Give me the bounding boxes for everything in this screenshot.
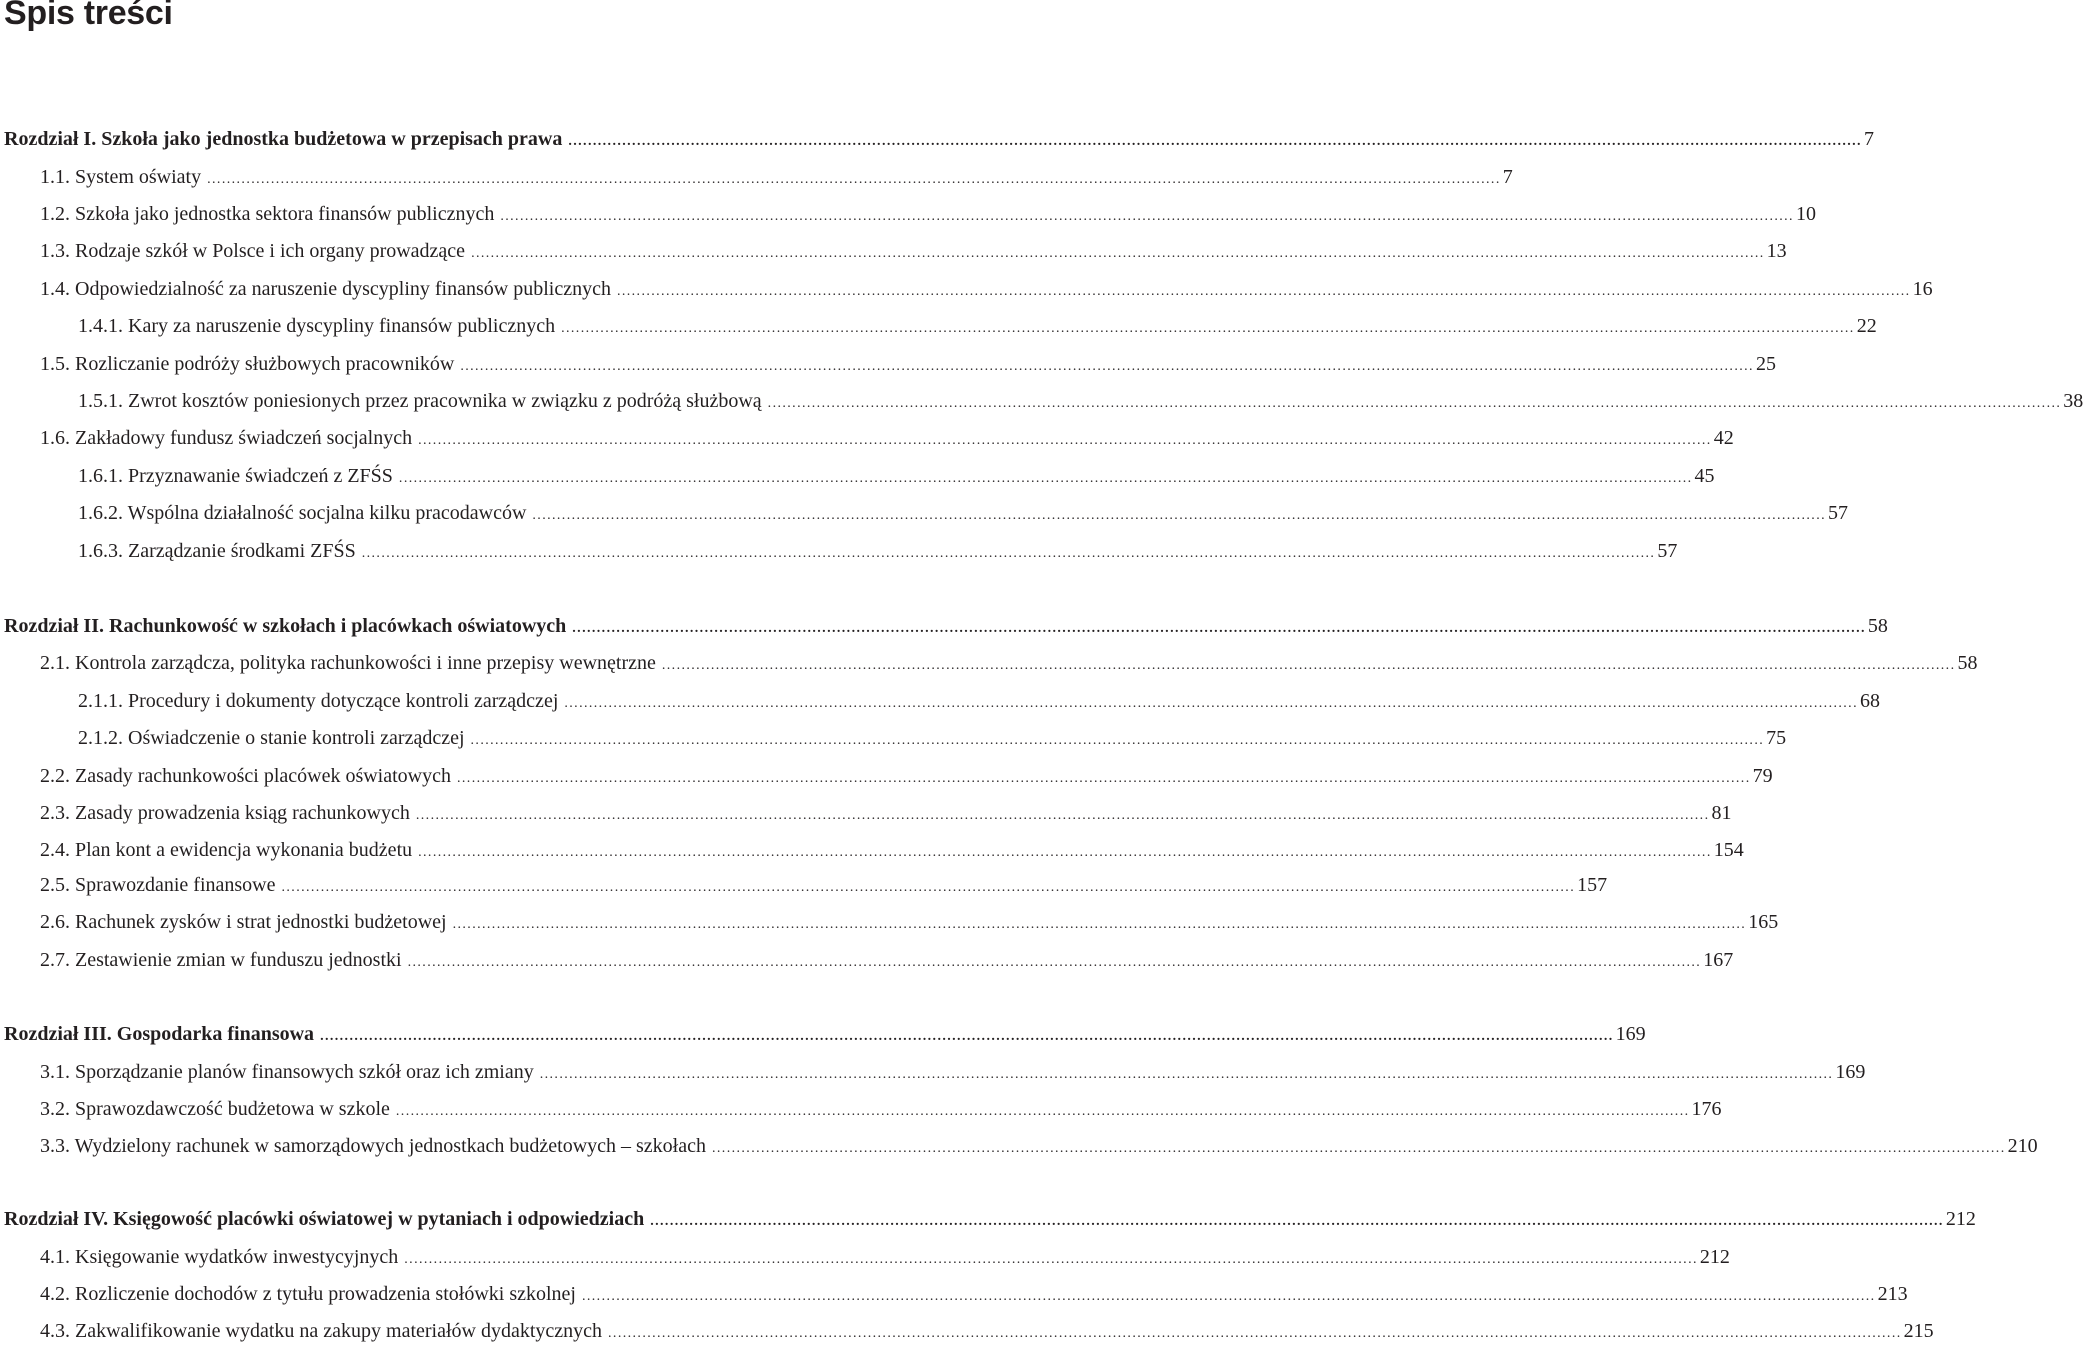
toc-entry-title: 2.1.1. Procedury i dokumenty dotyczące kontroli zarządczej	[78, 690, 559, 712]
toc-entry-title: Rozdział II. Rachunkowość w szkołach i placówkach oświatowych	[4, 615, 567, 637]
toc-entry[interactable]	[0, 278, 1933, 308]
toc-entry-title: 4.1. Księgowanie wydatków inwestycyjnych	[40, 1246, 399, 1268]
toc-entry-title: 1.2. Szkoła jako jednostka sektora finansów publicznych	[40, 203, 495, 225]
dot-leader	[662, 658, 1956, 674]
toc-entry[interactable]	[0, 390, 2083, 420]
toc-entry[interactable]	[0, 839, 1744, 869]
toc-entry[interactable]	[0, 1098, 1722, 1128]
toc-page-number: 210	[2007, 1135, 2038, 1157]
dot-leader	[362, 546, 1656, 562]
toc-page-number: 7	[1863, 128, 1874, 150]
toc-entry[interactable]	[0, 911, 1779, 941]
toc-page-number: 167	[1703, 949, 1734, 971]
toc-entry[interactable]	[0, 465, 1715, 495]
toc-page-number: 213	[1877, 1283, 1908, 1305]
toc-page-number: 16	[1912, 278, 1933, 300]
dot-leader	[418, 845, 1712, 861]
toc-entry[interactable]	[0, 240, 1787, 270]
toc-entry[interactable]	[0, 727, 1787, 757]
toc-entry-title: 3.2. Sprawozdawczość budżetowa w szkole	[40, 1098, 390, 1120]
toc-page-number: 154	[1713, 839, 1744, 861]
dot-leader	[404, 1252, 1698, 1268]
toc-entry[interactable]	[0, 203, 1816, 233]
toc-entry[interactable]	[0, 502, 1848, 532]
toc-entry[interactable]	[0, 1283, 1908, 1313]
dot-leader	[617, 284, 1911, 300]
page-title: Spis treści	[4, 0, 173, 32]
toc-page-number: 165	[1748, 911, 1779, 933]
toc-entry-title: 1.6.2. Wspólna działalność socjalna kilku pracodawców	[78, 502, 527, 524]
toc-entry[interactable]	[0, 315, 1877, 345]
toc-chapter-entry[interactable]	[0, 1023, 1646, 1053]
toc-page-number: 25	[1755, 353, 1776, 375]
dot-leader	[416, 808, 1710, 824]
dot-leader	[460, 359, 1754, 375]
toc-page-number: 169	[1615, 1023, 1646, 1045]
toc-entry-title: Rozdział I. Szkoła jako jednostka budżetowa w przepisach prawa	[4, 128, 563, 150]
toc-page-number: 212	[1945, 1208, 1976, 1230]
dot-leader	[207, 172, 1501, 188]
toc-entry-title: 1.5. Rozliczanie podróży służbowych pracowników	[40, 353, 455, 375]
toc-entry-title: 2.2. Zasady rachunkowości placówek oświatowych	[40, 765, 451, 787]
toc-entry-title: 1.4. Odpowiedzialność za naruszenie dyscypliny finansów publicznych	[40, 278, 611, 300]
dot-leader	[568, 134, 1862, 150]
toc-entry[interactable]	[0, 166, 1513, 196]
toc-entry-title: 1.4.1. Kary za naruszenie dyscypliny finansów publicznych	[78, 315, 556, 337]
toc-entry[interactable]	[0, 353, 1776, 383]
dot-leader	[471, 733, 1765, 749]
toc-chapter-entry[interactable]	[0, 1208, 1976, 1238]
toc-page-number: 176	[1691, 1098, 1722, 1120]
dot-leader	[418, 433, 1712, 449]
toc-chapter-entry[interactable]	[0, 615, 1888, 645]
toc-page-number: 57	[1657, 540, 1678, 562]
dot-leader	[408, 955, 1702, 971]
toc-page-number: 215	[1903, 1320, 1934, 1342]
dot-leader	[457, 771, 1751, 787]
dot-leader	[608, 1326, 1902, 1342]
dot-leader	[572, 621, 1866, 637]
toc-entry[interactable]	[0, 1246, 1730, 1276]
dot-leader	[453, 917, 1747, 933]
toc-entry-title: 1.6.1. Przyznawanie świadczeń z ZFŚS	[78, 465, 393, 487]
dot-leader	[399, 471, 1693, 487]
toc-page-number: 10	[1795, 203, 1816, 225]
toc-entry[interactable]	[0, 652, 1978, 682]
dot-leader	[564, 696, 1858, 712]
toc-entry-title: Rozdział IV. Księgowość placówki oświatowej w pytaniach i odpowiedziach	[4, 1208, 645, 1230]
toc-entry[interactable]	[0, 1135, 2038, 1165]
toc-entry-title: 2.4. Plan kont a ewidencja wykonania budżetu	[40, 839, 413, 861]
toc-page-number: 45	[1694, 465, 1715, 487]
dot-leader	[712, 1141, 2006, 1157]
toc-entry[interactable]	[0, 1061, 1866, 1091]
dot-leader	[471, 246, 1765, 262]
dot-leader	[561, 321, 1855, 337]
toc-entry-title: 4.3. Zakwalifikowanie wydatku na zakupy materiałów dydaktycznych	[40, 1320, 603, 1342]
toc-page-number: 7	[1502, 166, 1513, 188]
toc-entry[interactable]	[0, 802, 1732, 832]
toc-page-number: 22	[1856, 315, 1877, 337]
toc-entry-title: 1.6. Zakładowy fundusz świadczeń socjalnych	[40, 427, 413, 449]
toc-page-number: 81	[1711, 802, 1732, 824]
dot-leader	[650, 1214, 1944, 1230]
toc-entry-title: 1.3. Rodzaje szkół w Polsce i ich organy prowadzące	[40, 240, 466, 262]
dot-leader	[320, 1029, 1614, 1045]
toc-page-number: 68	[1859, 690, 1880, 712]
toc-entry[interactable]	[0, 949, 1734, 979]
toc-page-number: 169	[1835, 1061, 1866, 1083]
toc-entry-title: 1.1. System oświaty	[40, 166, 202, 188]
toc-entry[interactable]	[0, 874, 1608, 904]
toc-entry-title: 2.1.2. Oświadczenie o stanie kontroli zarządczej	[78, 727, 465, 749]
toc-page-number: 57	[1828, 502, 1848, 524]
toc-page-number: 38	[2063, 390, 2083, 412]
toc-page-number: 58	[1867, 615, 1888, 637]
dot-leader	[500, 209, 1794, 225]
toc-page-number: 75	[1766, 727, 1787, 749]
toc-entry-title: 1.6.3. Zarządzanie środkami ZFŚS	[78, 540, 356, 562]
toc-entry-title: 4.2. Rozliczenie dochodów z tytułu prowadzenia stołówki szkolnej	[40, 1283, 576, 1305]
toc-page-number: 42	[1713, 427, 1734, 449]
toc-entry-title: 2.3. Zasady prowadzenia ksiąg rachunkowych	[40, 802, 410, 824]
dot-leader	[282, 880, 1576, 896]
dot-leader	[540, 1067, 1834, 1083]
toc-page-number: 79	[1752, 765, 1773, 787]
toc-entry[interactable]	[0, 540, 1678, 570]
toc-chapter-entry[interactable]	[0, 128, 1874, 158]
dot-leader	[582, 1289, 1876, 1305]
toc-page-number: 58	[1957, 652, 1978, 674]
toc-entry-title: 2.7. Zestawienie zmian w funduszu jednostki	[40, 949, 402, 971]
toc-entry[interactable]	[0, 427, 1734, 457]
toc-entry-title: 1.5.1. Zwrot kosztów poniesionych przez pracownika w związku z podróżą służbową	[78, 390, 762, 412]
toc-entry[interactable]	[0, 690, 1880, 720]
toc-page-number: 157	[1577, 874, 1608, 896]
dot-leader	[532, 508, 1826, 524]
toc-entry-title: 2.5. Sprawozdanie finansowe	[40, 874, 276, 896]
toc-entry-title: 2.1. Kontrola zarządcza, polityka rachunkowości i inne przepisy wewnętrzne	[40, 652, 656, 674]
toc-entry-title: 2.6. Rachunek zysków i strat jednostki budżetowej	[40, 911, 447, 933]
dot-leader	[396, 1104, 1690, 1120]
toc-entry-title: 3.1. Sporządzanie planów finansowych szkół oraz ich zmiany	[40, 1061, 534, 1083]
toc-entry[interactable]	[0, 765, 1773, 795]
toc-page-number: 212	[1699, 1246, 1730, 1268]
dot-leader	[768, 396, 2062, 412]
toc-page-number: 13	[1766, 240, 1787, 262]
toc-entry[interactable]	[0, 1320, 1934, 1350]
toc-entry-title: Rozdział III. Gospodarka finansowa	[4, 1023, 315, 1045]
toc-entry-title: 3.3. Wydzielony rachunek w samorządowych jednostkach budżetowych – szkołach	[40, 1135, 706, 1157]
